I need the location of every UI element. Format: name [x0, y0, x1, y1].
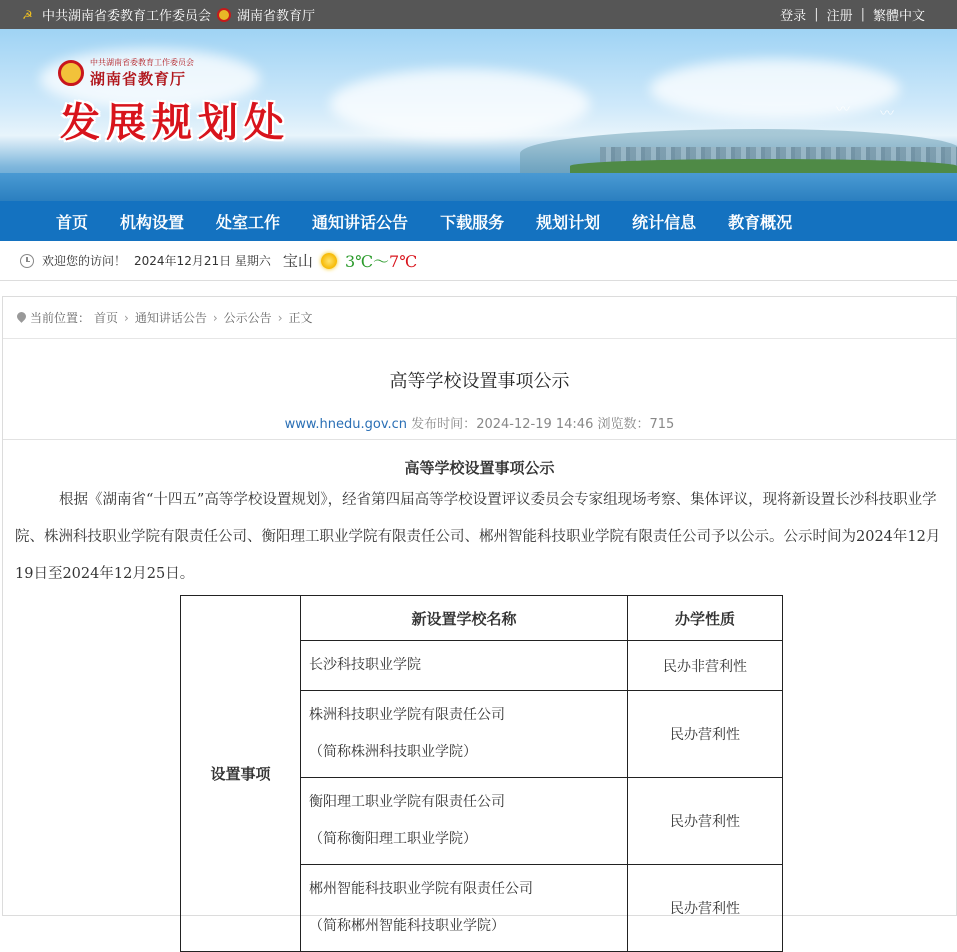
source-site: www.hnedu.gov.cn — [284, 417, 408, 432]
column-header-name: 新设置学校名称 — [301, 596, 628, 641]
nav-planning[interactable]: 规划计划 — [536, 212, 601, 232]
bird-icon: 〰 — [880, 106, 894, 122]
current-date: 2024年12月21日 星期六 — [134, 254, 271, 268]
body-title: 高等学校设置事项公示 — [404, 459, 555, 477]
register-link[interactable]: 注册 — [826, 9, 853, 24]
login-link[interactable]: 登录 — [780, 9, 807, 24]
nav-downloads[interactable]: 下载服务 — [440, 212, 505, 232]
publish-label: 发布时间： — [411, 417, 477, 432]
row-header-cell: 设置事项 — [181, 596, 301, 952]
logo-title: 湖南省教育厅 — [90, 70, 187, 88]
breadcrumb-announcements[interactable]: 公示公告 — [223, 311, 272, 325]
header-banner — [0, 29, 957, 201]
school-nature-cell: 民办营利性 — [628, 865, 783, 952]
breadcrumb-notices[interactable]: 通知讲话公告 — [134, 311, 207, 325]
breadcrumb — [3, 297, 956, 339]
island-decoration — [570, 159, 957, 173]
body-paragraph: 根据《湖南省“十四五”高等学校设置规划》，经省第四届高等学校设置评议委员会专家组现场考察、集体评议，现将新设置长沙科技职业学院、株洲科技职业学院有限责任公司、衡阳理工职业学院有限责任公司、郴州智能科技职业学院有限责任公司予以公示。公示时间为2024年12月19日至2024年12月25日。 — [15, 492, 941, 582]
school-short-name: （简称郴州智能科技职业学院） — [309, 918, 505, 934]
link-education-department[interactable]: 湖南省教育厅 — [237, 9, 316, 24]
school-name-cell — [301, 691, 628, 778]
school-name-cell — [301, 778, 628, 865]
welcome-text: 欢迎您的访问！ — [42, 254, 127, 268]
nav-notices[interactable]: 通知讲话公告 — [312, 212, 409, 232]
site-title: 发展规划处 — [60, 99, 290, 146]
separator: | — [814, 7, 819, 22]
school-name: 长沙科技职业学院 — [309, 657, 421, 673]
school-name: 衡阳理工职业学院有限责任公司 — [309, 794, 505, 810]
clock-icon — [20, 254, 34, 268]
nav-education-overview[interactable]: 教育概况 — [728, 212, 793, 232]
department-logo[interactable] — [58, 57, 194, 89]
table-header-row — [181, 596, 783, 641]
main-nav — [0, 201, 957, 241]
party-emblem-icon: ☭ — [22, 7, 33, 22]
national-emblem-icon — [217, 8, 231, 22]
logo-subtitle: 中共湖南省委教育工作委员会 — [90, 58, 194, 67]
cloud-decoration — [650, 59, 900, 119]
breadcrumb-label: 当前位置： — [30, 311, 91, 325]
location-pin-icon — [17, 312, 26, 324]
school-nature-cell: 民办营利性 — [628, 778, 783, 865]
temp-separator: ～ — [373, 252, 390, 271]
article-title: 高等学校设置事项公示 — [389, 371, 570, 392]
views-count: 715 — [649, 417, 675, 432]
river-decoration — [0, 173, 957, 201]
school-nature-cell: 民办非营利性 — [628, 641, 783, 691]
nav-statistics[interactable]: 统计信息 — [632, 212, 697, 232]
link-education-committee[interactable]: 中共湖南省委教育工作委员会 — [42, 9, 212, 24]
cloud-decoration — [330, 69, 590, 139]
divider — [3, 439, 956, 440]
nav-organization[interactable]: 机构设置 — [120, 212, 185, 232]
breadcrumb-home[interactable]: 首页 — [94, 311, 119, 325]
weather-city: 宝山 — [282, 252, 313, 270]
nav-home[interactable]: 首页 — [56, 212, 89, 232]
school-name: 郴州智能科技职业学院有限责任公司 — [309, 881, 533, 897]
column-header-nature: 办学性质 — [628, 596, 783, 641]
top-bar-right — [780, 5, 937, 24]
nav-division-work[interactable]: 处室工作 — [216, 212, 281, 232]
school-name-cell — [301, 641, 628, 691]
separator: | — [860, 7, 865, 22]
article-meta — [3, 413, 956, 433]
school-name-cell — [301, 865, 628, 952]
chevron-right-icon: › — [212, 310, 218, 325]
info-bar — [0, 241, 957, 281]
temperature-range — [345, 249, 417, 272]
schools-table — [180, 595, 783, 952]
emblem-icon — [58, 60, 84, 86]
traditional-chinese-link[interactable]: 繁體中文 — [872, 9, 925, 24]
breadcrumb-current: 正文 — [288, 311, 313, 325]
school-name: 株洲科技职业学院有限责任公司 — [309, 707, 505, 723]
chevron-right-icon: › — [124, 310, 129, 325]
sun-icon — [321, 253, 337, 269]
temp-high: 7℃ — [389, 252, 418, 271]
views-label: 浏览数： — [597, 417, 650, 432]
school-nature-cell: 民办营利性 — [628, 691, 783, 778]
school-short-name: （简称衡阳理工职业学院） — [309, 831, 477, 847]
article-panel — [2, 296, 957, 934]
top-bar-left — [22, 5, 315, 24]
top-bar — [0, 0, 957, 29]
school-short-name: （简称株洲科技职业学院） — [309, 744, 477, 760]
chevron-right-icon: › — [277, 310, 283, 325]
bird-icon: 〰 — [836, 102, 850, 118]
temp-low: 3℃ — [344, 252, 374, 271]
publish-time: 2024-12-19 14:46 — [476, 417, 594, 432]
